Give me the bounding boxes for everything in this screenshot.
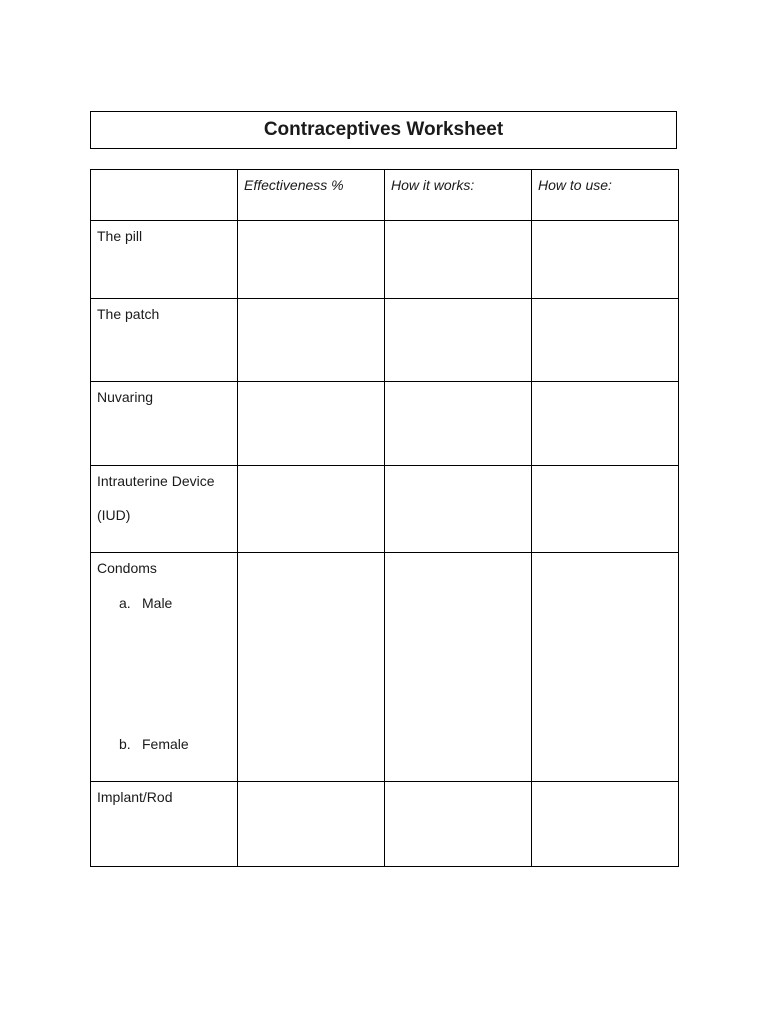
answer-cell[interactable] [385, 382, 532, 466]
table-header-row [91, 170, 679, 221]
answer-cell[interactable] [238, 299, 385, 382]
iud-label-line2: (IUD) [97, 507, 131, 523]
answer-cell[interactable] [238, 553, 385, 782]
page-title: Contraceptives Worksheet [263, 119, 504, 140]
answer-cell[interactable] [385, 553, 532, 782]
row-label-pill: The pill [91, 221, 238, 299]
answer-cell[interactable] [532, 782, 679, 867]
answer-cell[interactable] [532, 382, 679, 466]
list-marker: a. [119, 595, 131, 611]
answer-cell[interactable] [532, 299, 679, 382]
row-label-implant: Implant/Rod [91, 782, 238, 867]
condoms-sub-item-male [97, 595, 231, 611]
answer-cell[interactable] [238, 466, 385, 553]
worksheet-title-box [90, 111, 677, 149]
answer-cell[interactable] [385, 466, 532, 553]
answer-cell[interactable] [238, 382, 385, 466]
header-cell-blank [91, 170, 238, 221]
list-marker: b. [119, 736, 131, 752]
header-how-it-works: How it works: [385, 170, 532, 221]
row-label-iud [91, 466, 238, 553]
sub-item-label: Male [142, 595, 173, 611]
table-row [91, 466, 679, 553]
answer-cell[interactable] [532, 466, 679, 553]
table-row [91, 553, 679, 782]
table-row [91, 299, 679, 382]
table-row [91, 782, 679, 867]
condoms-label: Condoms [97, 560, 157, 576]
answer-cell[interactable] [238, 221, 385, 299]
condoms-sub-item-female [97, 736, 231, 752]
table-row [91, 221, 679, 299]
answer-cell[interactable] [385, 221, 532, 299]
answer-cell[interactable] [532, 221, 679, 299]
answer-cell[interactable] [532, 553, 679, 782]
row-label-nuvaring: Nuvaring [91, 382, 238, 466]
answer-cell[interactable] [238, 782, 385, 867]
header-how-to-use: How to use: [532, 170, 679, 221]
answer-cell[interactable] [385, 299, 532, 382]
sub-item-label: Female [142, 736, 189, 752]
iud-label-line1: Intrauterine Device [97, 473, 215, 489]
table-row [91, 382, 679, 466]
header-effectiveness: Effectiveness % [238, 170, 385, 221]
contraceptives-table [90, 169, 679, 867]
answer-cell[interactable] [385, 782, 532, 867]
row-label-condoms [91, 553, 238, 782]
row-label-patch: The patch [91, 299, 238, 382]
